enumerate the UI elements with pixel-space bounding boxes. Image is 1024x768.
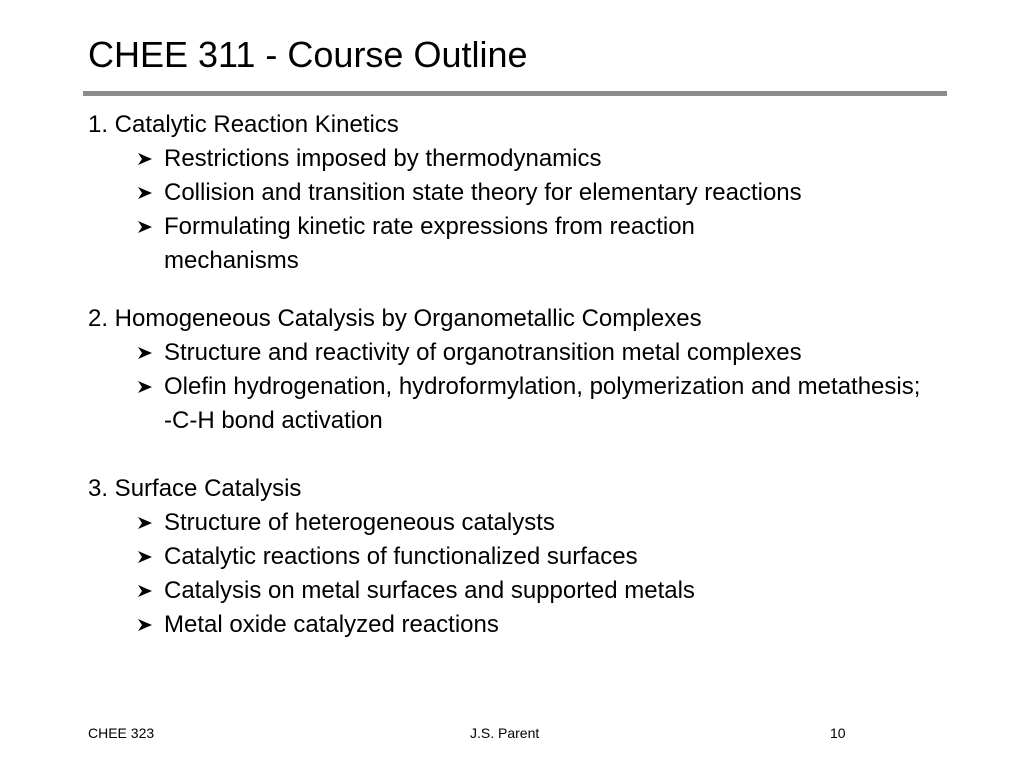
slide-title: CHEE 311 - Course Outline <box>88 34 528 75</box>
arrow-bullet-icon <box>135 336 157 370</box>
arrow-bullet-icon <box>135 176 157 210</box>
list-item <box>88 574 948 608</box>
bullet-text: Catalytic reactions of functionalized surfaces <box>164 543 638 570</box>
bullet-list <box>88 336 948 438</box>
list-item <box>88 506 948 540</box>
bullet-text: Structure and reactivity of organotransition metal complexes <box>164 339 802 366</box>
footer-course-code: CHEE 323 <box>88 725 155 741</box>
list-item <box>88 336 948 370</box>
bullet-text: Metal oxide catalyzed reactions <box>164 611 499 638</box>
section-3 <box>88 472 948 642</box>
section-2 <box>88 302 948 438</box>
list-item <box>88 210 948 278</box>
bullet-text: Olefin hydrogenation, hydroformylation, polymerization and metathesis; -C-H bond activation <box>164 373 921 434</box>
arrow-bullet-icon <box>135 506 157 540</box>
list-item <box>88 608 948 642</box>
bullet-text: Formulating kinetic rate expressions from reaction mechanisms <box>164 213 695 274</box>
list-item <box>88 370 948 438</box>
section-heading: 3. Surface Catalysis <box>88 475 302 502</box>
bullet-text: Structure of heterogeneous catalysts <box>164 509 555 536</box>
bullet-list <box>88 506 948 642</box>
arrow-bullet-icon <box>135 574 157 608</box>
arrow-bullet-icon <box>135 210 157 244</box>
section-1 <box>88 108 948 278</box>
list-item <box>88 142 948 176</box>
section-heading: 1. Catalytic Reaction Kinetics <box>88 111 399 138</box>
list-item <box>88 176 948 210</box>
footer-author: J.S. Parent <box>470 725 540 741</box>
arrow-bullet-icon <box>135 142 157 176</box>
arrow-bullet-icon <box>135 608 157 642</box>
bullet-text: Collision and transition state theory for elementary reactions <box>164 179 802 206</box>
bullet-list <box>88 142 948 278</box>
footer-page-number: 10 <box>830 725 846 741</box>
arrow-bullet-icon <box>135 370 157 404</box>
bullet-text: Restrictions imposed by thermodynamics <box>164 145 602 172</box>
list-item <box>88 540 948 574</box>
bullet-text: Catalysis on metal surfaces and supported metals <box>164 577 695 604</box>
arrow-bullet-icon <box>135 540 157 574</box>
section-heading: 2. Homogeneous Catalysis by Organometallic Complexes <box>88 305 702 332</box>
title-rule <box>83 91 947 96</box>
